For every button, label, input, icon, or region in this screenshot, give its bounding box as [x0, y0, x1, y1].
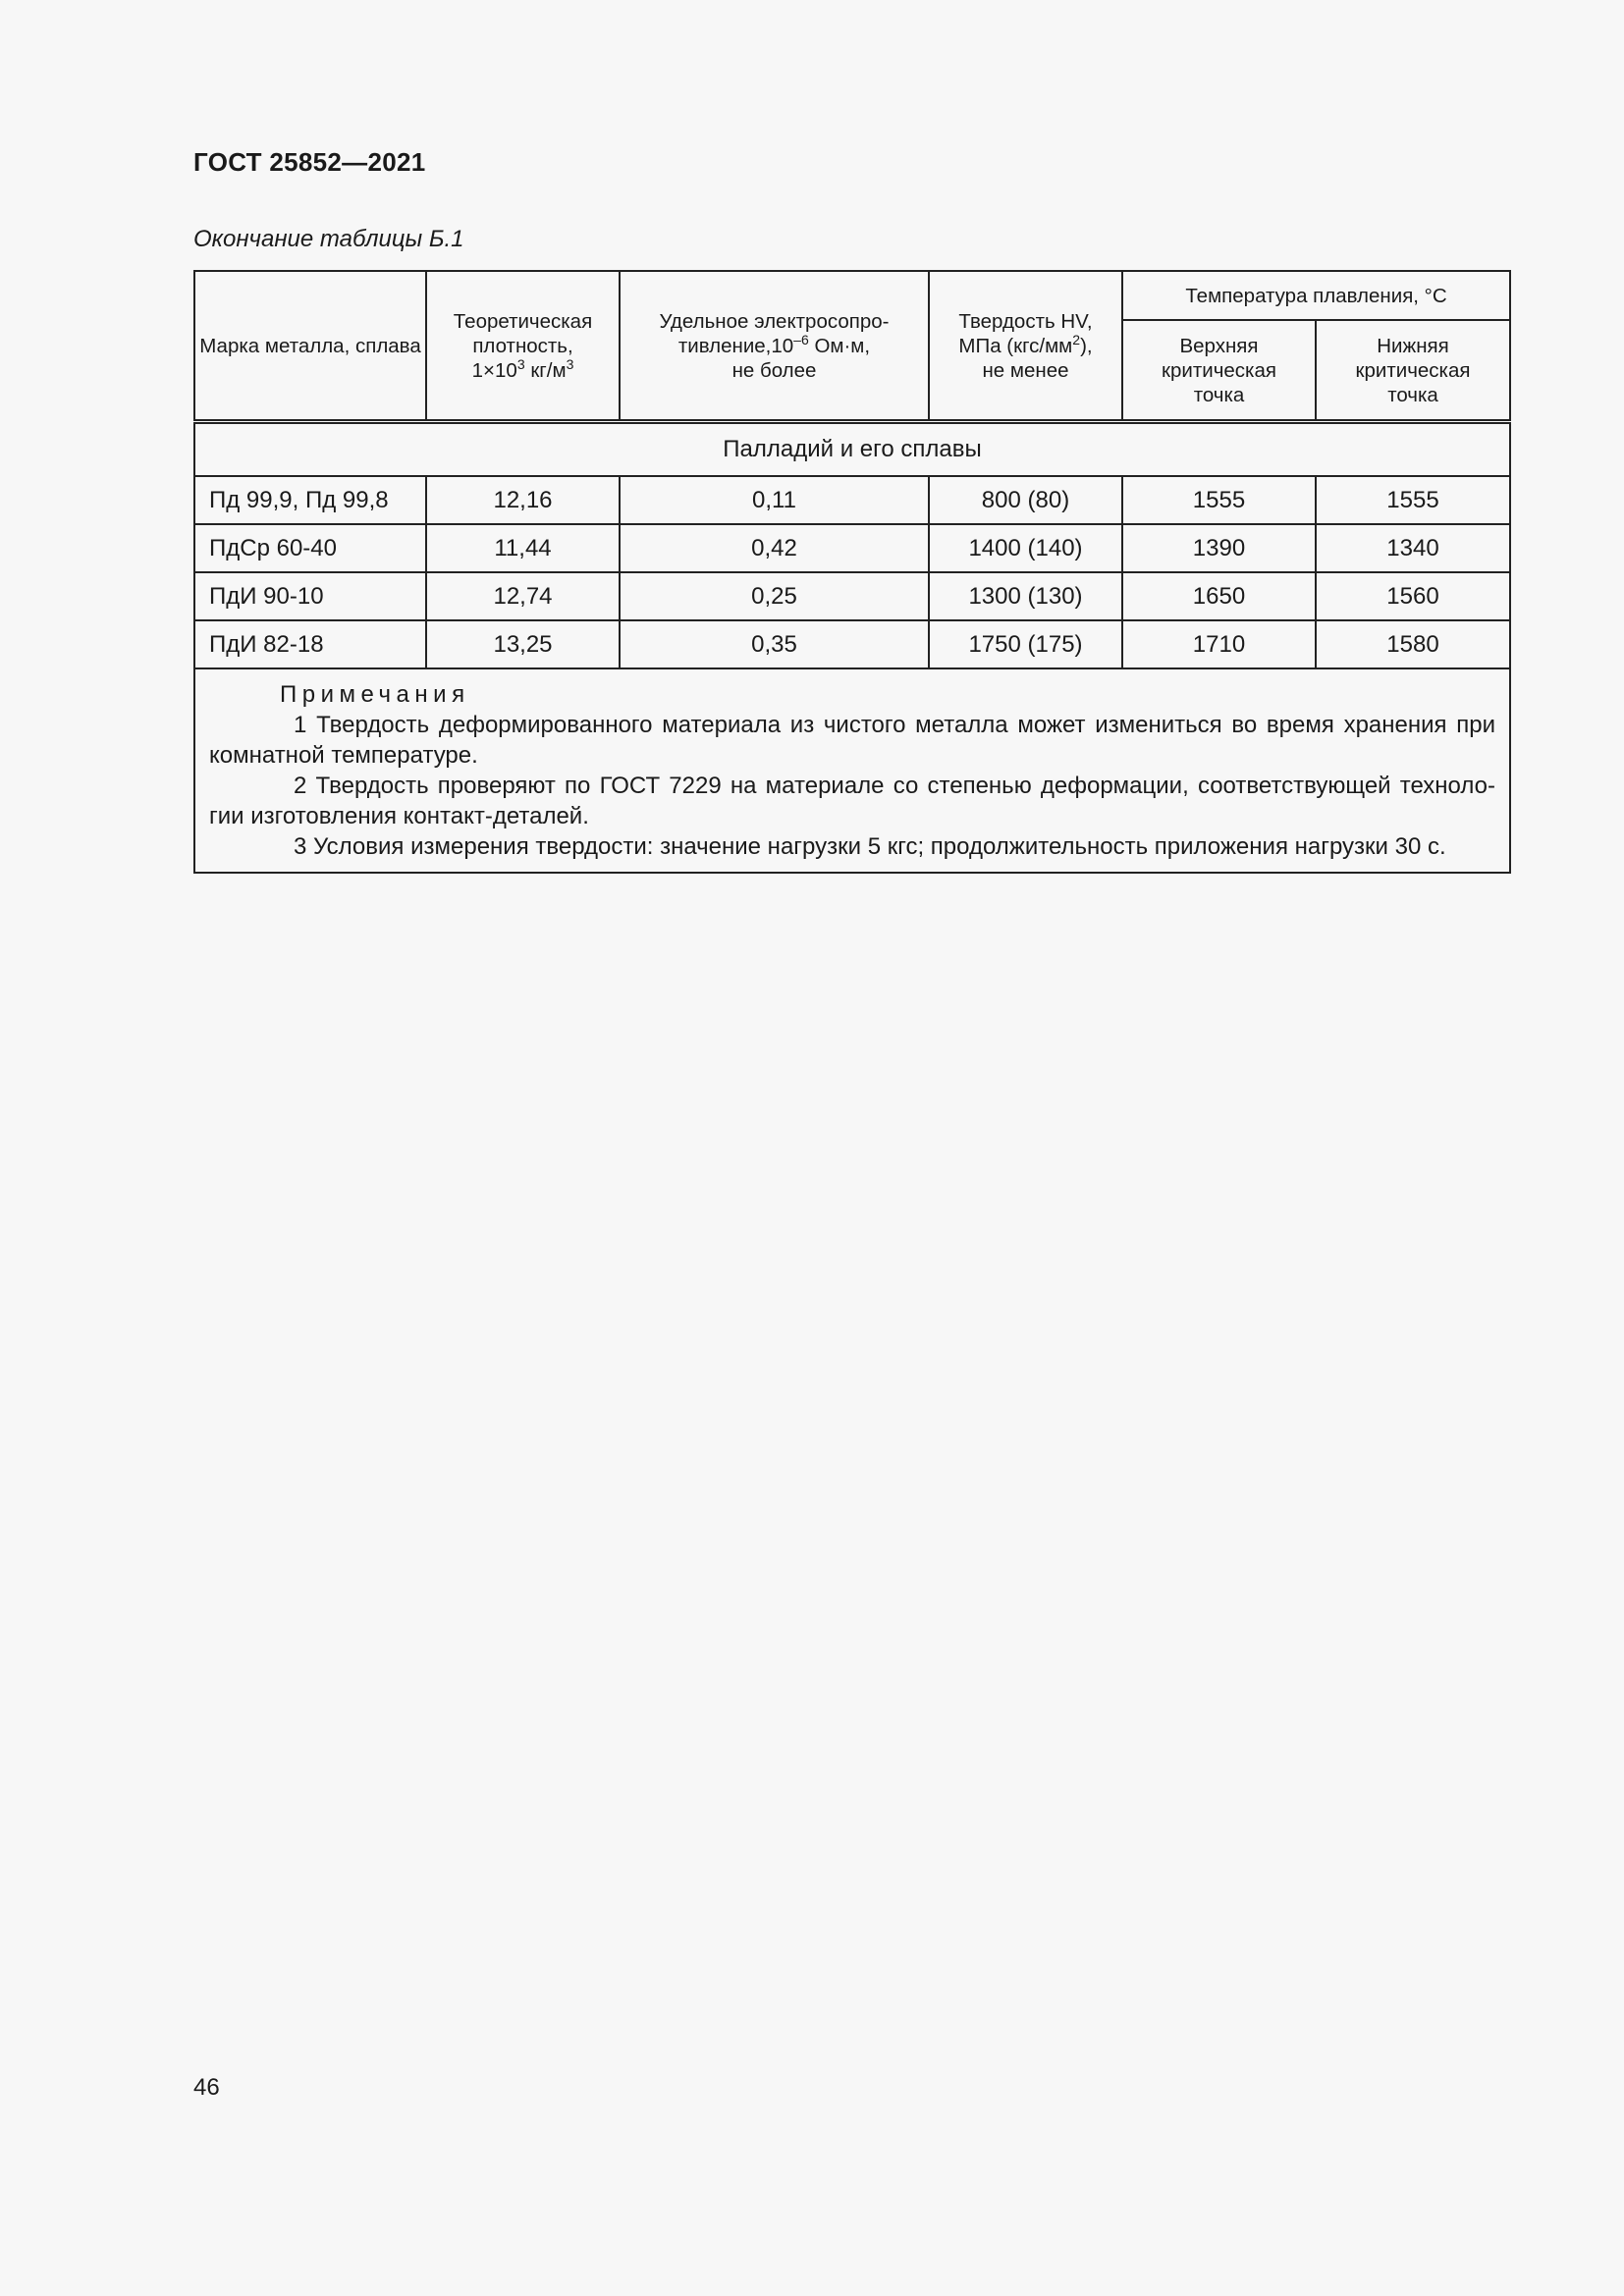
cell-lower: 1580: [1316, 620, 1510, 668]
cell-grade: ПдИ 90-10: [194, 572, 426, 620]
notes-title: Примечания: [280, 681, 470, 708]
header-lower-text: Нижняя критическая точка: [1355, 334, 1471, 406]
header-melting-text: Температура плавления, °С: [1185, 284, 1447, 307]
header-resistivity-c: Ом·м,: [808, 334, 871, 357]
cell-lower: 1560: [1316, 572, 1510, 620]
cell-resistivity: 0,11: [620, 476, 929, 524]
header-lower: [1316, 320, 1510, 422]
cell-hardness: 1400 (140): [929, 524, 1122, 572]
header-resistivity-b: тивление,10: [677, 334, 794, 357]
note-item: 2 Твердость проверяют по ГОСТ 7229 на материале со степенью деформации, соответствующей техноло- гии изготовления контакт-деталей.: [209, 773, 1495, 829]
cell-upper: 1650: [1122, 572, 1316, 620]
cell-resistivity: 0,35: [620, 620, 929, 668]
header-density-text: Теоретическая плотность,: [453, 309, 593, 357]
table-row: [194, 476, 1510, 524]
cell-grade: ПдСр 60-40: [194, 524, 426, 572]
properties-table: [193, 270, 1511, 874]
header-density: [426, 271, 620, 422]
header-density-sup2: 3: [566, 355, 574, 372]
cell-lower: 1555: [1316, 476, 1510, 524]
header-resistivity-d: не более: [731, 358, 817, 382]
header-hardness-d: не менее: [982, 358, 1069, 382]
cell-grade: Пд 99,9, Пд 99,8: [194, 476, 426, 524]
cell-upper: 1555: [1122, 476, 1316, 524]
table-caption: Окончание таблицы Б.1: [193, 226, 464, 252]
cell-resistivity: 0,25: [620, 572, 929, 620]
cell-hardness: 1750 (175): [929, 620, 1122, 668]
header-grade: [194, 271, 426, 422]
cell-upper: 1710: [1122, 620, 1316, 668]
header-resistivity-sup: –6: [793, 331, 809, 347]
document-header: ГОСТ 25852—2021: [193, 147, 426, 177]
header-melting-group: [1122, 271, 1510, 320]
cell-upper: 1390: [1122, 524, 1316, 572]
header-upper: [1122, 320, 1316, 422]
header-hardness-b: МПа (кгс/мм: [958, 334, 1073, 357]
table-row: [194, 572, 1510, 620]
header-hardness-a: Твердость HV,: [958, 309, 1093, 333]
cell-grade: ПдИ 82-18: [194, 620, 426, 668]
cell-resistivity: 0,42: [620, 524, 929, 572]
cell-density: 11,44: [426, 524, 620, 572]
cell-density: 13,25: [426, 620, 620, 668]
header-hardness-c: ),: [1080, 334, 1093, 357]
header-density-unit-b: кг/м: [524, 358, 567, 382]
section-title: Палладий и его сплавы: [194, 422, 1510, 477]
table-row: [194, 524, 1510, 572]
header-density-sup: 3: [516, 355, 525, 372]
cell-density: 12,74: [426, 572, 620, 620]
cell-density: 12,16: [426, 476, 620, 524]
header-hardness: [929, 271, 1122, 422]
note-item: 1 Твердость деформированного материала из чистого металла может измениться во время хранения при комнатной температуре.: [209, 712, 1495, 769]
header-upper-text: Верхняя критическая точка: [1162, 334, 1276, 406]
header-grade-text: Марка металла, сплава: [199, 334, 421, 357]
page-number: 46: [193, 2074, 220, 2101]
header-density-unit: 1×10: [471, 358, 517, 382]
note-item: 3 Условия измерения твердости: значение нагрузки 5 кгс; продолжительность приложения нагрузки 30 с.: [294, 833, 1446, 860]
header-resistivity: [620, 271, 929, 422]
cell-lower: 1340: [1316, 524, 1510, 572]
notes-block: [194, 668, 1510, 873]
header-resistivity-a: Удельное электросопро-: [659, 309, 890, 333]
table-row: [194, 620, 1510, 668]
cell-hardness: 1300 (130): [929, 572, 1122, 620]
header-hardness-sup: 2: [1072, 331, 1081, 347]
cell-hardness: 800 (80): [929, 476, 1122, 524]
